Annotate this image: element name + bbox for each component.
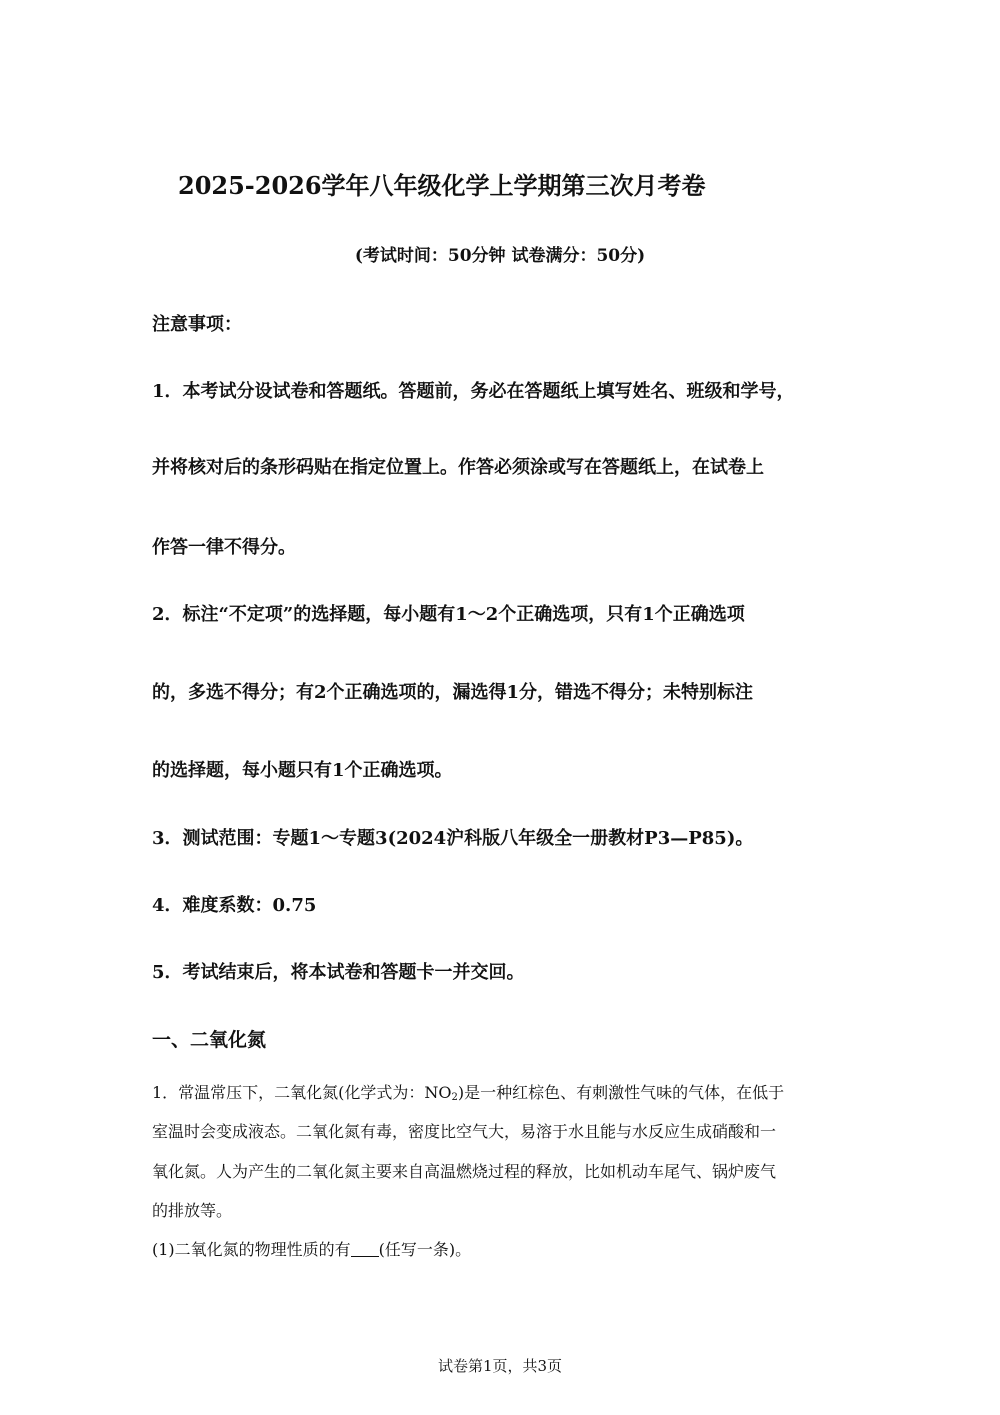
exam-title: 2025-2026学年八年级化学上学期第三次月考卷: [178, 171, 706, 200]
question-1-text-b: )是一种红棕色、有刺激性气味的气体，在低于: [457, 1083, 785, 1102]
notice-line: 作答一律不得分。: [152, 537, 296, 558]
page-footer: 试卷第1页，共3页: [437, 1357, 563, 1375]
notice-line: 2．标注“不定项”的选择题，每小题有1～2个正确选项，只有1个正确选项: [152, 604, 745, 625]
question-1-line: 氧化氮。人为产生的二氧化氮主要来自高温燃烧过程的释放，比如机动车尾气、锅炉废气: [152, 1162, 777, 1181]
answer-blank[interactable]: [351, 1242, 379, 1257]
notice-line: 3．测试范围：专题1～专题3(2024沪科版八年级全一册教材P3—P85)。: [152, 828, 754, 849]
question-1-part-1: [152, 1238, 471, 1262]
section-heading: 一、二氧化氮: [152, 1029, 267, 1051]
notice-line: 1．本考试分设试卷和答题纸。答题前，务必在答题纸上填写姓名、班级和学号，: [152, 381, 795, 402]
question-1-line: 的排放等。: [152, 1201, 233, 1220]
question-1-line: 室温时会变成液态。二氧化氮有毒，密度比空气大，易溶于水且能与水反应生成硝酸和一: [152, 1122, 777, 1141]
notice-line: 并将核对后的条形码贴在指定位置上。作答必须涂或写在答题纸上，在试卷上: [152, 457, 764, 478]
notice-heading: 注意事项：: [152, 314, 242, 335]
question-1-text-a: 1．常温常压下，二氧化氮(化学式为：NO: [152, 1083, 452, 1102]
notice-line: 的选择题，每小题只有1个正确选项。: [152, 760, 453, 781]
part-1-text-a: (1)二氧化氮的物理性质的有: [152, 1240, 351, 1259]
subscript: 2: [451, 1092, 458, 1103]
exam-subtitle: (考试时间：50分钟 试卷满分：50分): [354, 246, 646, 266]
notice-line: 5．考试结束后，将本试卷和答题卡一并交回。: [152, 962, 525, 983]
part-1-text-b: (任写一条)。: [378, 1240, 472, 1259]
question-1-line: [152, 1081, 784, 1110]
notice-line: 4．难度系数：0.75: [152, 895, 317, 916]
notice-line: 的，多选不得分；有2个正确选项的，漏选得1分，错选不得分；未特别标注: [152, 682, 754, 703]
